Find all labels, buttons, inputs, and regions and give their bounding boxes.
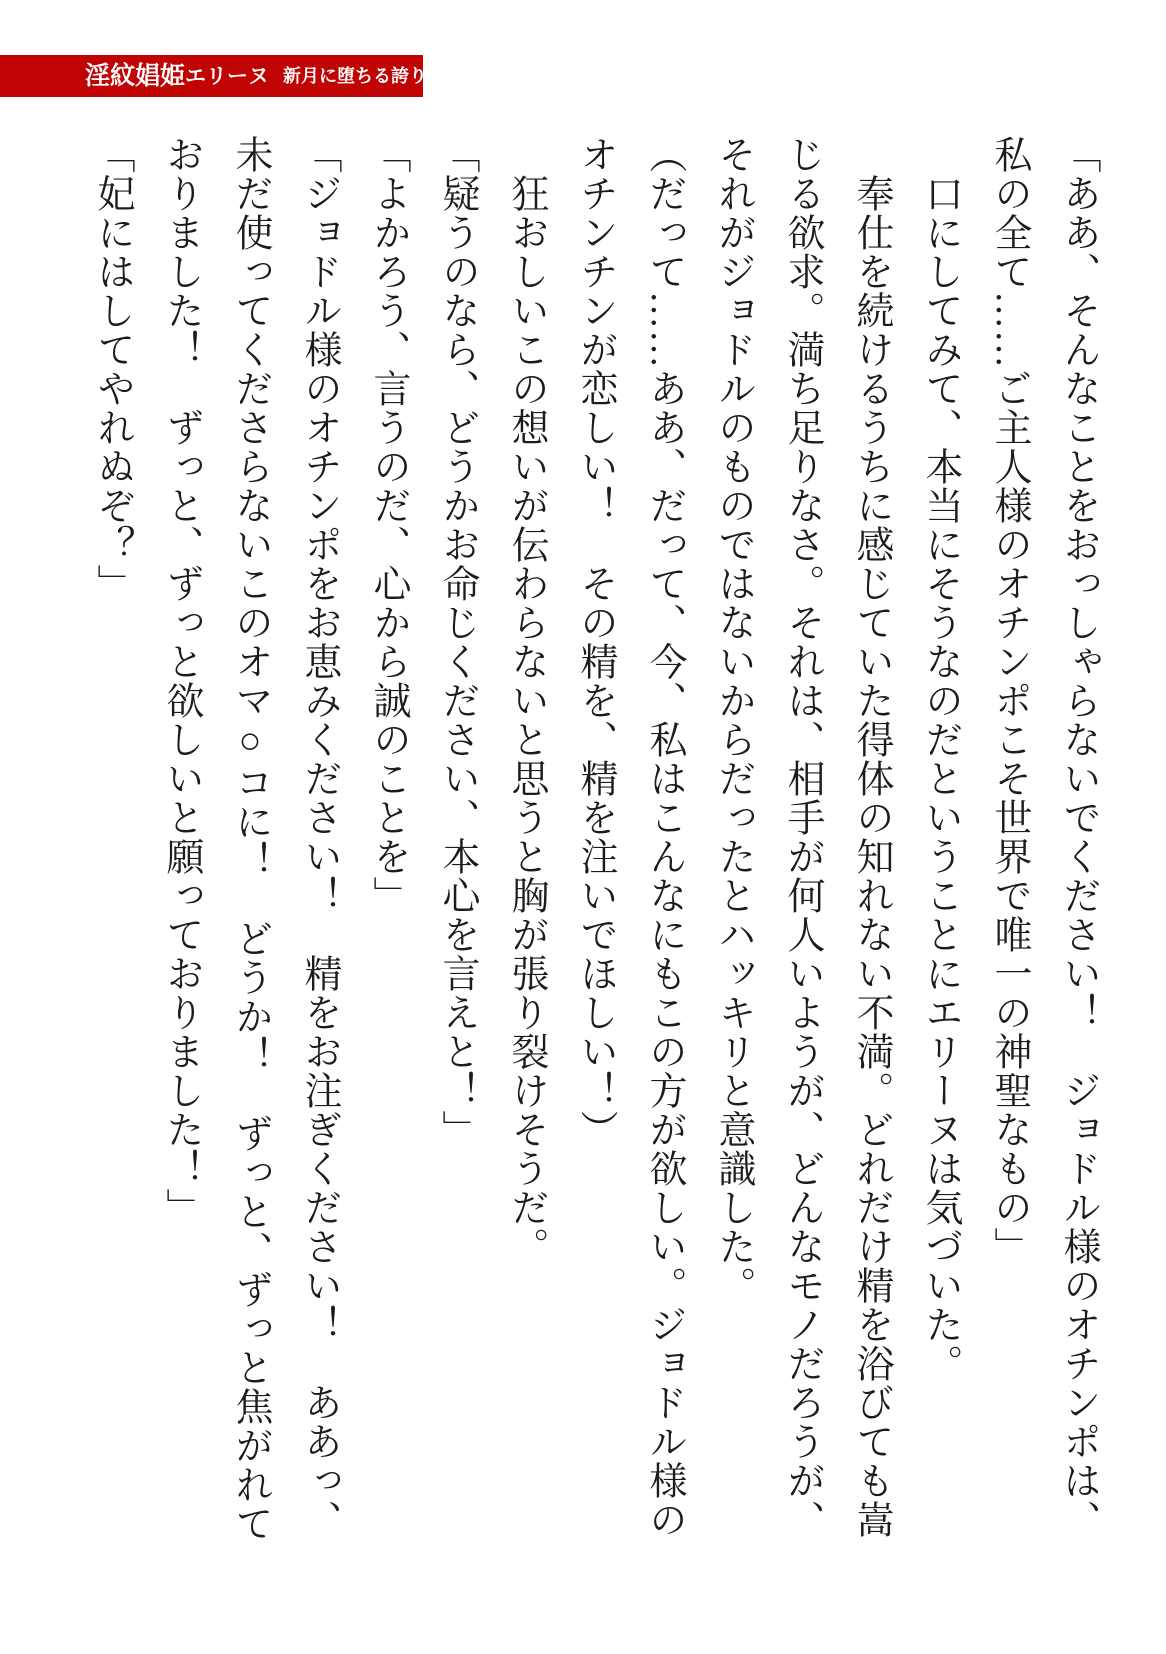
chapter-subtitle: 新月に堕ちる誇り (283, 66, 428, 86)
text-column: 私の全て……ご主人様のオチンポこそ世界で唯一の神聖なもの」 (988, 135, 1030, 1266)
text-column: じる欲求。満ち足りなさ。それは、相手が何人いようが、どんなモノだろうが、 (781, 135, 823, 1539)
text-column: 「ああ、そんなことをおっしゃらないでください！ ジョドル様のオチンポは、 (1057, 135, 1099, 1539)
series-title-kana: エリーヌ (185, 63, 270, 88)
text-column: オチンチンが恋しい！ その精を、精を注いでほしい！） (574, 135, 616, 1149)
text-column: 「妃にはしてやれぬぞ？」 (91, 135, 133, 603)
text-column: 口にしてみて、本当にそうなのだということにエリーヌは気づいた。 (919, 174, 961, 1383)
text-column: 奉仕を続けるうちに感じていた得体の知れない不満。どれだけ精を浴びても嵩 (850, 174, 892, 1539)
text-column: 「よかろう、言うのだ、心から誠のことを」 (367, 135, 409, 915)
text-column: 「疑うのなら、どうかお命じください、本心を言えと！」 (436, 135, 478, 1149)
series-title: 淫紋娼姫 (85, 62, 186, 90)
text-column: 狂おしいこの想いが伝わらないと思うと胸が張り裂けそうだ。 (505, 174, 547, 1266)
text-column: 「ジョドル様のオチンポをお恵みください！ 精をお注ぎください！ ああっ、 (298, 135, 340, 1539)
text-body (77, 135, 1112, 1580)
text-column: それがジョドルのものではないからだったとハッキリと意識した。 (712, 135, 754, 1305)
text-column: （だって……ああ、だって、今、私はこんなにもこの方が欲しい。ジョドル様の (643, 135, 685, 1539)
text-column: 未だ使ってくださらないこのオマ○コに！ どうか！ ずっと、ずっと焦がれて (229, 135, 271, 1543)
text-column: おりました！ ずっと、ずっと欲しいと願っておりました！」 (160, 135, 202, 1227)
header-bar (0, 55, 428, 97)
